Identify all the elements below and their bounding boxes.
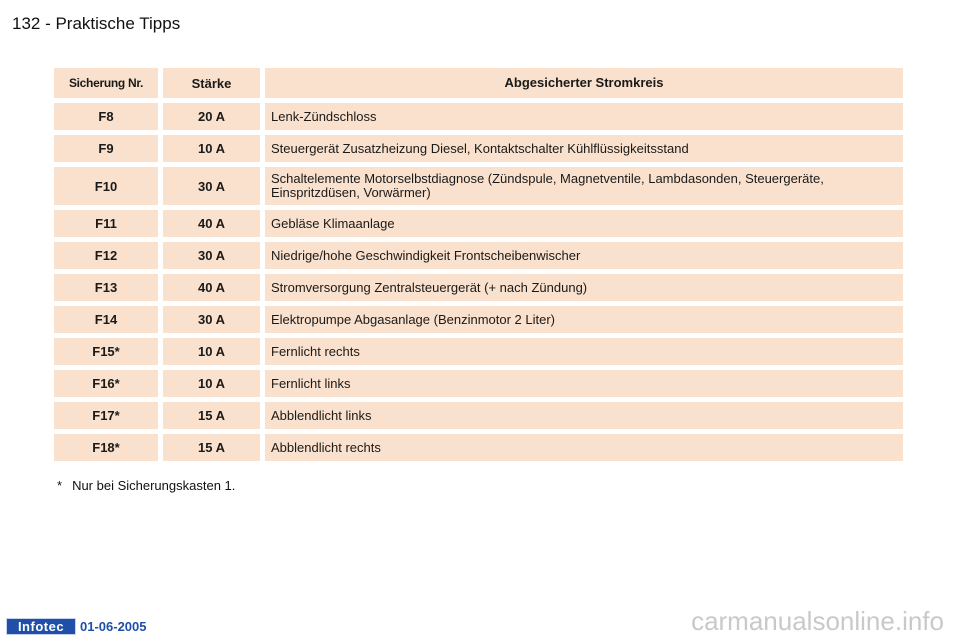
table-header-row [54,68,903,98]
rating-cell: 30 A [163,242,260,269]
table-row [54,338,903,365]
footnote-text: Nur bei Sicherungskasten 1. [72,478,236,493]
fuse-number-cell: F10 [54,167,158,205]
footnote-mark: * [57,478,63,493]
footnote [57,478,235,493]
circuit-cell: Schaltelemente Motorselbstdiagnose (Zündspule, Magnetventile, Lambdasonden, Steuergeräte, Einspritzdüsen, Vorwärmer) [265,167,903,205]
table-row [54,306,903,333]
circuit-cell: Elektropumpe Abgasanlage (Benzinmotor 2 Liter) [265,306,903,333]
table-row [54,402,903,429]
fuse-number-cell: F17* [54,402,158,429]
fuse-table [54,68,903,466]
rating-cell: 30 A [163,167,260,205]
fuse-number-cell: F14 [54,306,158,333]
fuse-number-cell: F16* [54,370,158,397]
circuit-cell: Gebläse Klimaanlage [265,210,903,237]
fuse-number-cell: F13 [54,274,158,301]
table-row [54,242,903,269]
table-row [54,135,903,162]
circuit-cell: Steuergerät Zusatzheizung Diesel, Kontaktschalter Kühlflüssigkeitsstand [265,135,903,162]
print-date: 01-06-2005 [80,619,147,634]
table-row [54,434,903,461]
fuse-number-cell: F18* [54,434,158,461]
circuit-cell: Fernlicht links [265,370,903,397]
rating-cell: 15 A [163,434,260,461]
circuit-cell: Stromversorgung Zentralsteuergerät (+ nach Zündung) [265,274,903,301]
rating-cell: 40 A [163,210,260,237]
fuse-number-cell: F11 [54,210,158,237]
rating-cell: 10 A [163,370,260,397]
circuit-cell: Lenk-Zündschloss [265,103,903,130]
fuse-number-cell: F15* [54,338,158,365]
fuse-number-cell: F12 [54,242,158,269]
column-header-circuit: Abgesicherter Stromkreis [265,68,903,98]
table-row [54,274,903,301]
brand-logo: Infotec [6,618,76,635]
rating-cell: 10 A [163,135,260,162]
rating-cell: 40 A [163,274,260,301]
table-row [54,370,903,397]
page-title: 132 - Praktische Tipps [12,14,181,33]
table-row [54,103,903,130]
rating-cell: 15 A [163,402,260,429]
circuit-cell: Niedrige/hohe Geschwindigkeit Frontscheibenwischer [265,242,903,269]
rating-cell: 30 A [163,306,260,333]
circuit-cell: Fernlicht rechts [265,338,903,365]
rating-cell: 10 A [163,338,260,365]
table-row [54,210,903,237]
table-row [54,167,903,205]
column-header-rating: Stärke [163,68,260,98]
column-header-fuse-number: Sicherung Nr. [54,68,158,98]
fuse-number-cell: F9 [54,135,158,162]
fuse-number-cell: F8 [54,103,158,130]
circuit-cell: Abblendlicht links [265,402,903,429]
watermark: carmanualsonline.info [691,606,944,636]
rating-cell: 20 A [163,103,260,130]
circuit-cell: Abblendlicht rechts [265,434,903,461]
